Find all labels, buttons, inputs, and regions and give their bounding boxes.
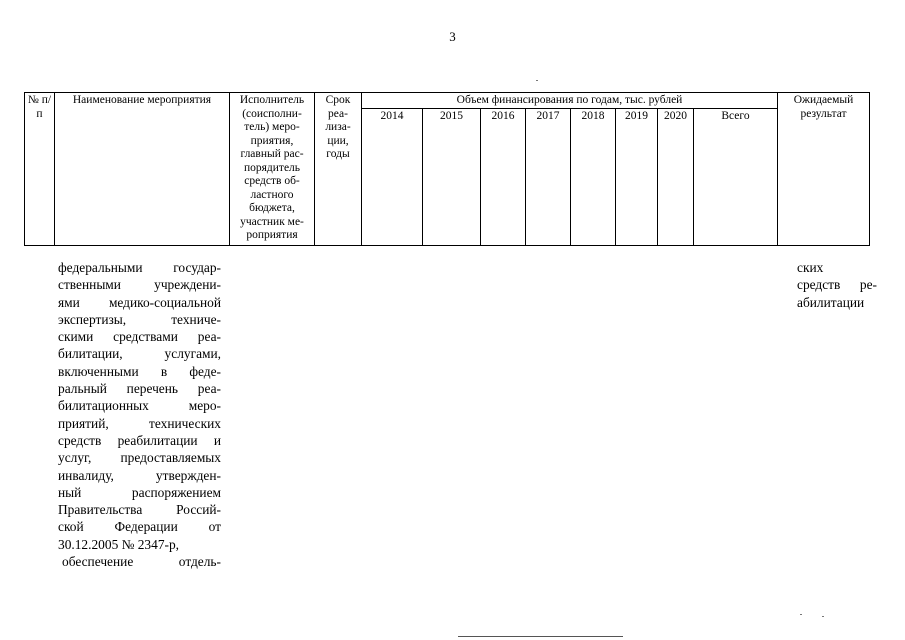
name-line: ской Федерации от <box>58 519 221 535</box>
header-cell-year-2015: 2015 <box>423 109 481 246</box>
expected-result-text <box>797 259 877 311</box>
header-cell-year-2020: 2020 <box>658 109 694 246</box>
header-cell-year-2016: 2016 <box>481 109 526 246</box>
name-line: 30.12.2005 № 2347-р, <box>58 536 180 552</box>
bottom-rule <box>458 636 623 637</box>
result-line: ских <box>797 260 824 275</box>
header-cell-result: Ожидаемый результат <box>778 93 870 246</box>
scan-speck <box>536 80 538 81</box>
scan-speck <box>822 616 824 617</box>
name-line: средств реабилитации и <box>58 432 221 448</box>
header-cell-year-2014: 2014 <box>362 109 423 246</box>
header-cell-term: Срок реа-лиза-ции, годы <box>315 93 362 246</box>
name-line: услуг, предоставляемых <box>58 450 221 466</box>
name-line: включенными в феде- <box>58 363 221 379</box>
name-line: инвалиду, утвержден- <box>58 467 221 483</box>
name-line: билитационных меро- <box>58 398 221 414</box>
name-line: федеральными государ- <box>58 260 221 275</box>
header-cell-number: № п/п <box>25 93 55 246</box>
header-cell-year-2019: 2019 <box>616 109 658 246</box>
program-table-header <box>24 92 870 246</box>
page-number: 3 <box>449 29 456 44</box>
name-line: приятий, технических <box>58 415 221 431</box>
name-line: ный распоряжением <box>58 484 221 500</box>
name-line: Правительства Россий- <box>58 502 221 518</box>
name-line: скими средствами реа- <box>58 329 221 345</box>
name-line: экспертизы, техниче- <box>58 311 221 327</box>
name-line: ственными учреждени- <box>58 277 221 293</box>
header-cell-name: Наименование мероприятия <box>55 93 230 246</box>
header-cell-executor: Исполнитель (соисполни-тель) меро-приятия, главный рас-порядитель средств об-ластного бюджета, участник ме-роприятия <box>230 93 315 246</box>
name-line: билитации, услугами, <box>58 346 221 362</box>
header-cell-total: Всего <box>694 109 778 246</box>
scan-speck <box>800 614 802 615</box>
name-line: ями медико-социальной <box>58 294 221 310</box>
header-cell-year-2018: 2018 <box>571 109 616 246</box>
name-line: ральный перечень реа- <box>58 381 221 397</box>
result-line: абилитации <box>797 294 865 310</box>
name-line: обеспечение отдель- <box>62 554 221 570</box>
header-cell-financing: Объем финансирования по годам, тыс. рублей <box>362 93 778 109</box>
measure-name-text <box>58 259 221 570</box>
header-cell-year-2017: 2017 <box>526 109 571 246</box>
result-line: средств ре- <box>797 277 877 293</box>
